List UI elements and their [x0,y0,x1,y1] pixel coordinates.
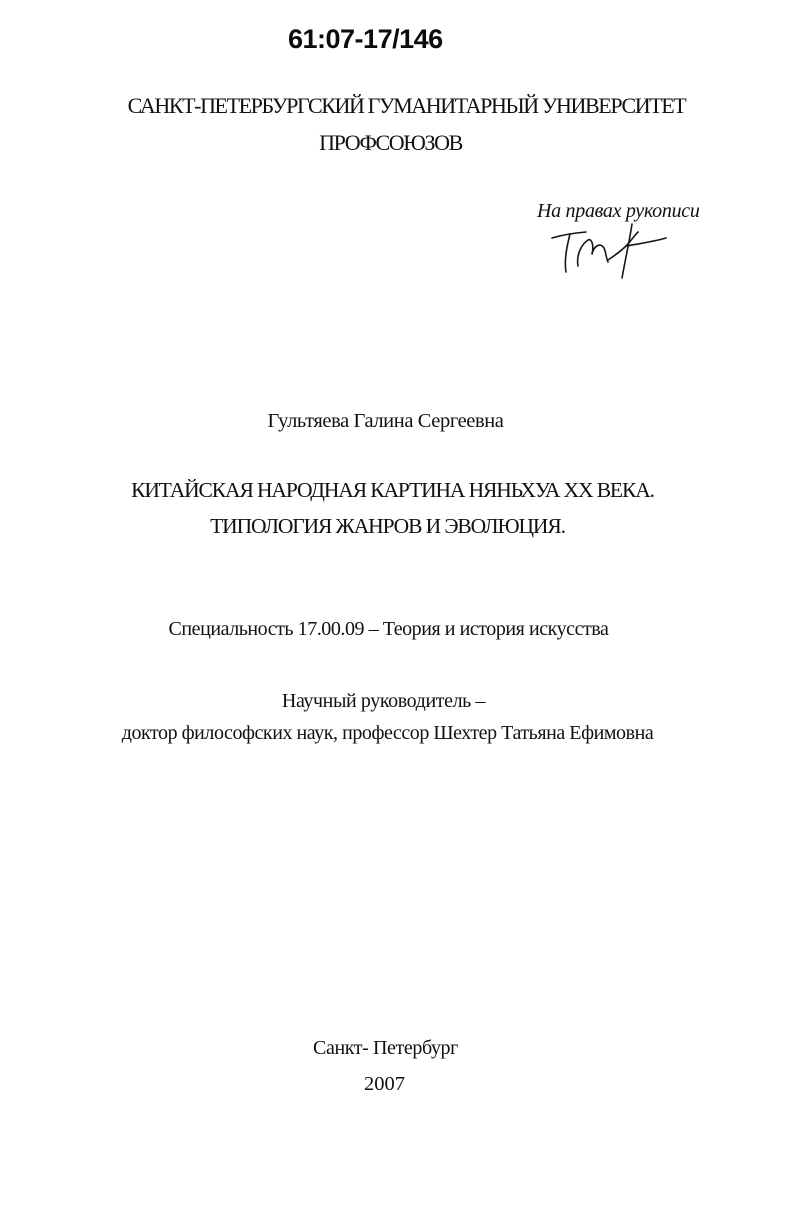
thesis-title-line2: ТИПОЛОГИЯ ЖАНРОВ И ЭВОЛЮЦИЯ. [210,514,565,538]
year: 2007 [364,1073,405,1095]
manuscript-rights-note: На правах рукописи [537,200,700,222]
author-name: Гультяева Галина Сергеевна [267,410,504,432]
thesis-title-line1: КИТАЙСКАЯ НАРОДНАЯ КАРТИНА НЯНЬХУА XX ВЕКА. [131,478,654,502]
advisor-name: доктор философских наук, профессор Шехтер Татьяна Ефимовна [121,722,654,744]
specialty: Специальность 17.00.09 – Теория и история искусства [168,618,609,640]
city: Санкт- Петербург [313,1037,458,1059]
university-name-line1: САНКТ-ПЕТЕРБУРГСКИЙ ГУМАНИТАРНЫЙ УНИВЕРСИТЕТ [127,93,686,118]
university-name-line2: ПРОФСОЮЗОВ [319,130,462,155]
advisor-label: Научный руководитель – [281,690,486,712]
author-signature [548,216,678,286]
catalog-number: 61:07-17/146 [288,24,443,54]
